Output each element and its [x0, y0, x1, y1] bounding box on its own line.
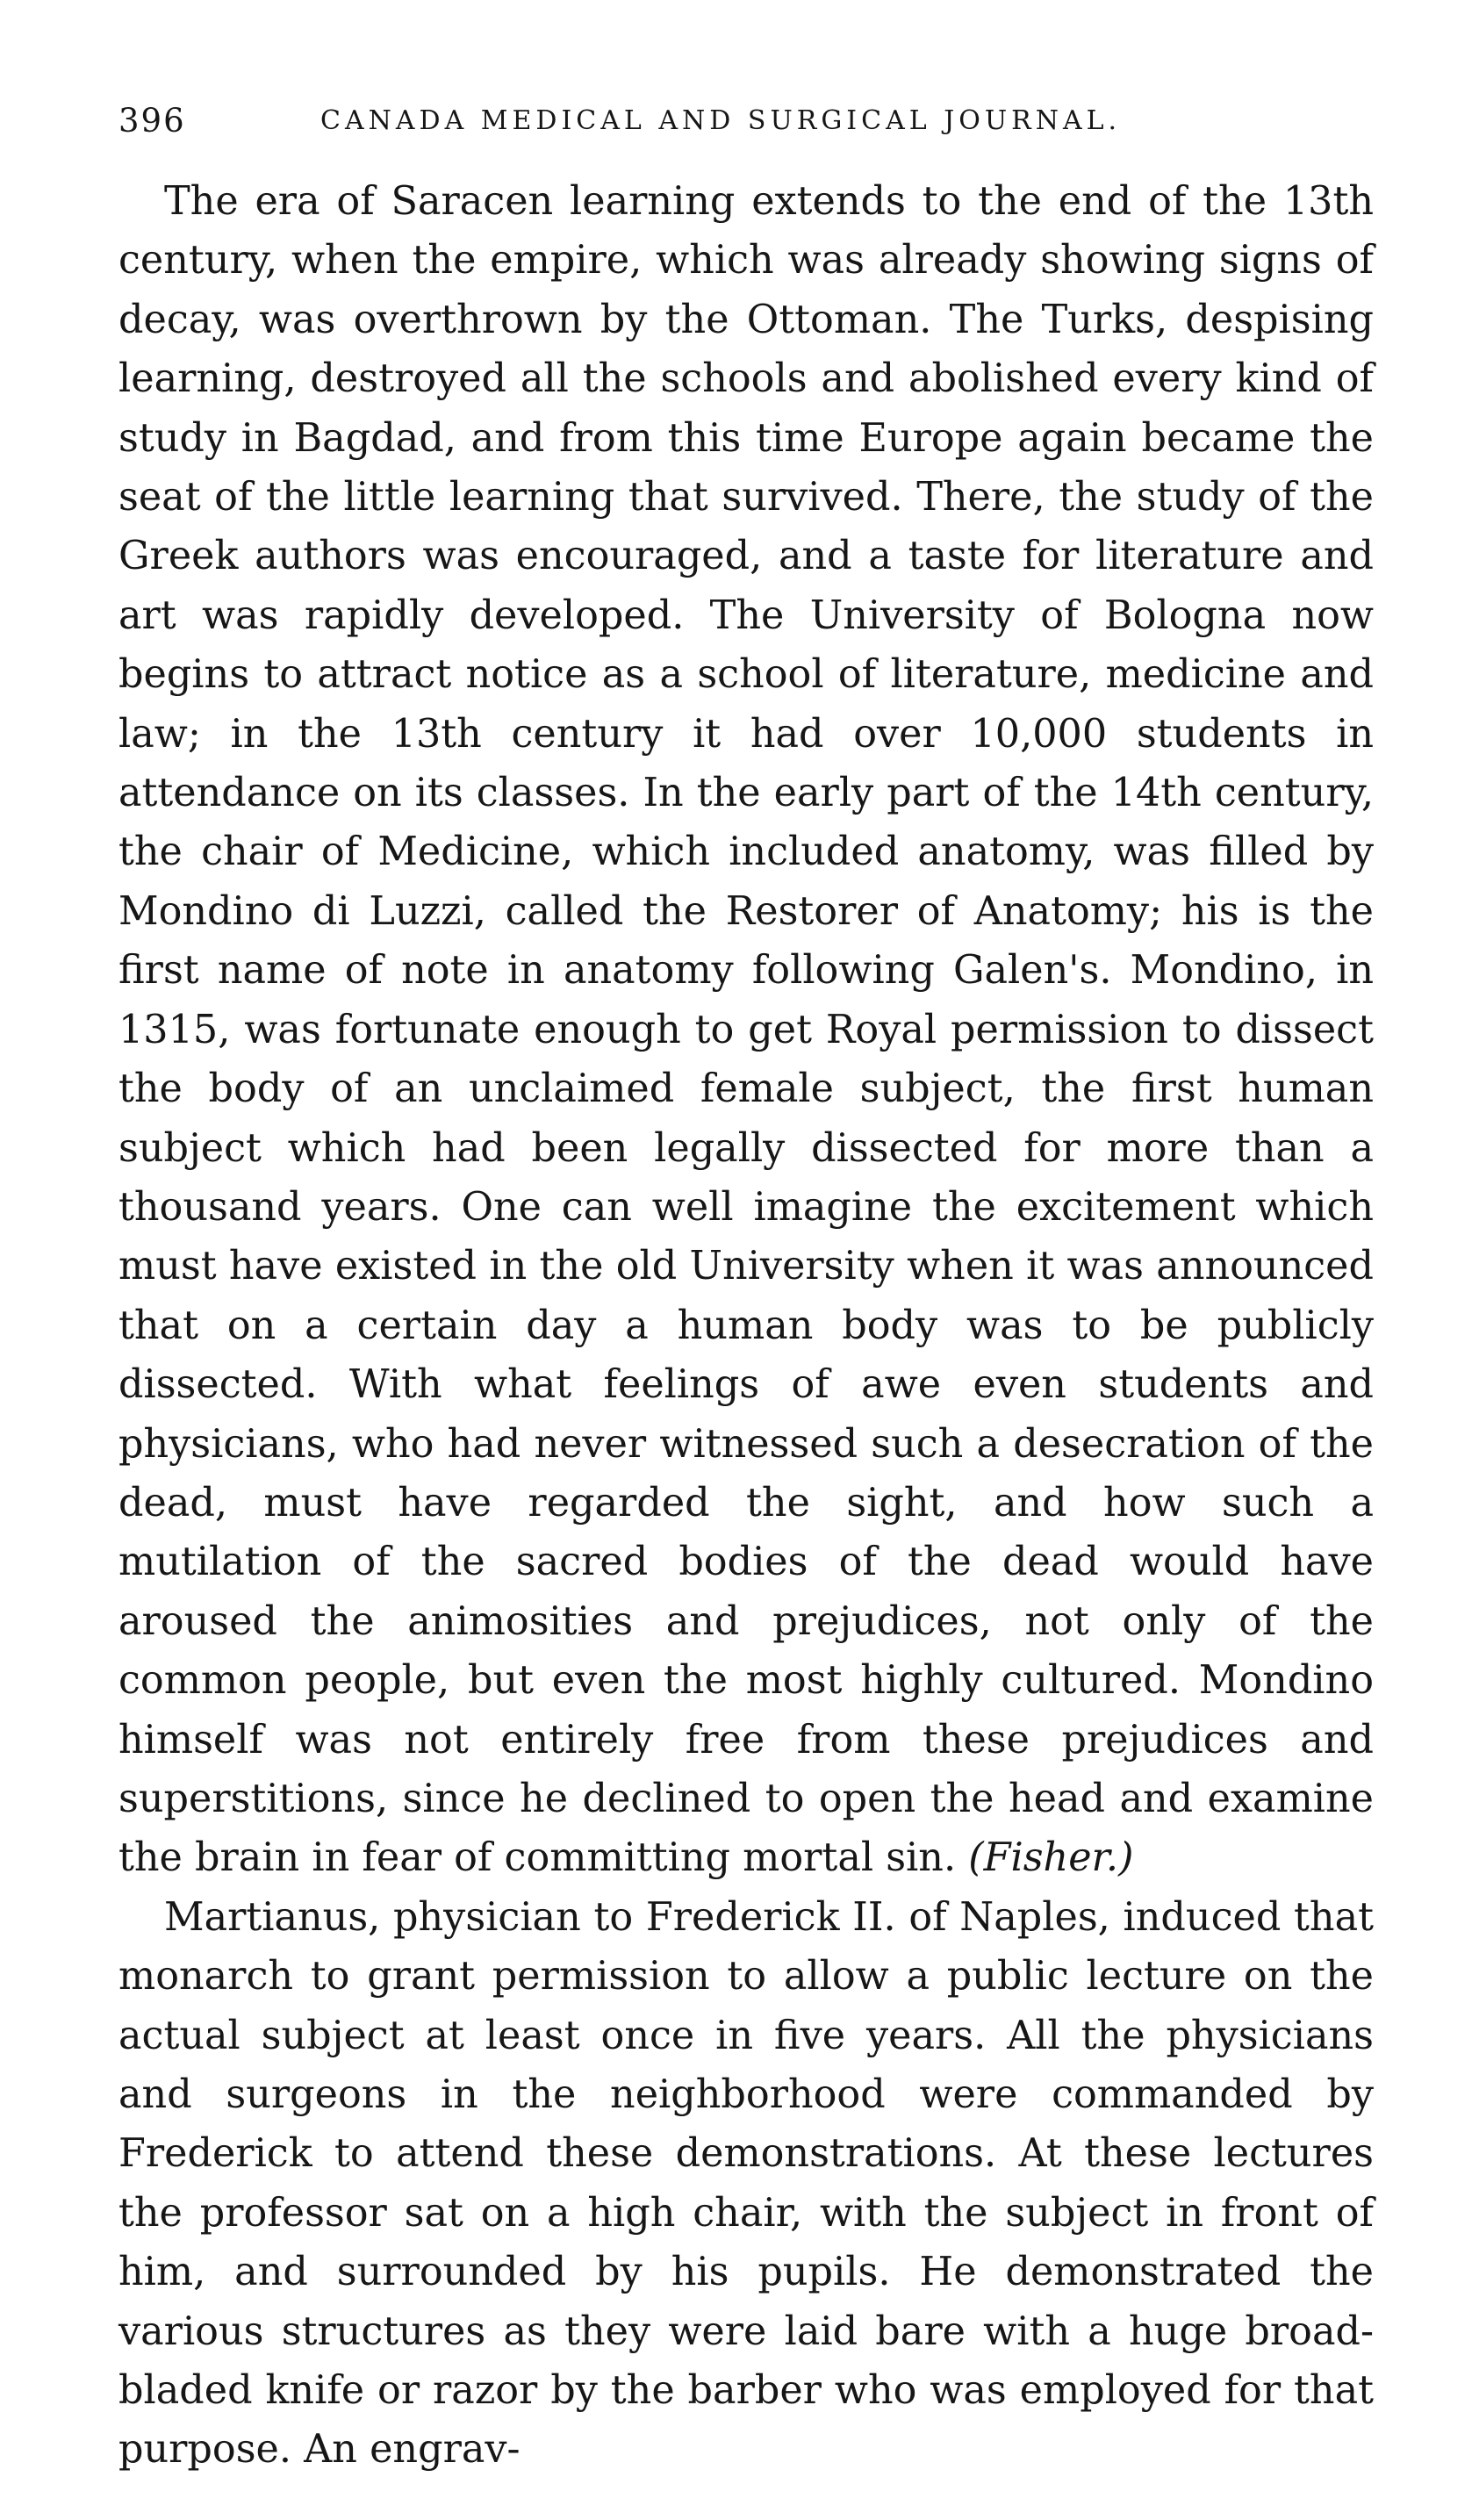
citation: (Fisher.)	[968, 1835, 1134, 1881]
paragraph-saracen-learning	[118, 172, 1374, 1888]
paragraph-text: Martianus, physician to Frederick II. of Naples, induced that monarch to grant permission to allow a public lecture on the actual subject at least once in five years. All the physicians and surgeons in the neighborhood were commanded by Frederick to attend these demonstrations. At these lectures the professor sat on a high chair, with the subject in front of him, and surrounded by his pupils. He demonstrated the various structures as they were laid bare with a huge broad-bladed knife or razor by the barber who was employed for that purpose. An engrav-	[118, 1894, 1374, 2473]
paragraph-text: The era of Saracen learning extends to the end of the 13th century, when the empire, which was already showing signs of decay, was overthrown by the Ottoman. The Turks, despising learning, destroyed all the schools and abolished every kind of study in Bagdad, and from this time Europe again became the seat of the little learning that survived. There, the study of the Greek authors was encouraged, and a taste for literature and art was rapidly developed. The University of Bologna now begins to attract notice as a school of literature, medicine and law; in the 13th century it had over 10,000 students in attendance on its classes. In the early part of the 14th century, the chair of Medicine, which included anatomy, was filled by Mondino di Luzzi, called the Restorer of Anatomy; his is the first name of note in anatomy following Galen's. Mondino, in 1315, was fortunate enough to get Royal permission to dissect the body of an unclaimed female subject, the first human subject which had been legally dissected for more than a thousand years. One can well imagine the excitement which must have existed in the old University when it was announced that on a certain day a human body was to be publicly dissected. With what feelings of awe even students and physicians, who had never witnessed such a desecration of the dead, must have regarded the sight, and how such a mutilation of the sacred bodies of the dead would have aroused the animosities and prejudices, not only of the common people, but even the most highly cultured. Mondino himself was not entirely free from these prejudices and superstitions, since he declined to open the head and examine the brain in fear of committing mortal sin.	[118, 179, 1374, 1881]
paragraph-martianus	[118, 1888, 1374, 2480]
running-head	[118, 95, 1365, 147]
article-body	[118, 172, 1374, 2480]
journal-title: CANADA MEDICAL AND SURGICAL JOURNAL.	[320, 105, 1122, 136]
page-number: 396	[118, 102, 186, 140]
